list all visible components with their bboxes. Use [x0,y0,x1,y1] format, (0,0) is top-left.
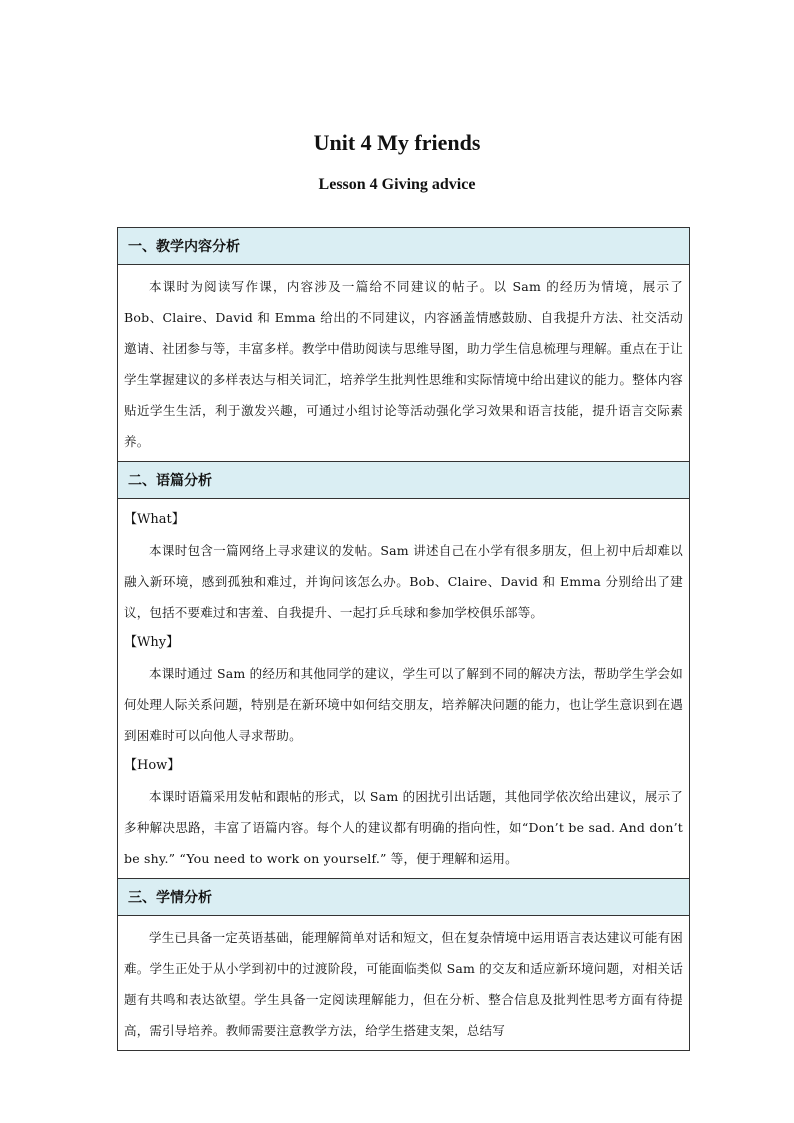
how-tag: 【How】 [124,758,181,773]
page-subtitle: Lesson 4 Giving advice [318,176,476,193]
page-title: Unit 4 My friends [313,130,481,155]
what-paragraph: 本课时包含一篇网络上寻求建议的发帖。Sam 讲述自己在小学有很多朋友，但上初中后却难以融入新环境，感到孤独和难过，并询问该怎么办。Bob、Claire、David 和 Emma 分别给出了建议，包括不要难过和害羞、自我提升、一起打乒乓球和参加学校俱乐部等。 [124,543,683,620]
content-analysis-paragraph: 本课时为阅读写作课，内容涉及一篇给不同建议的帖子。以 Sam 的经历为情境，展示了 Bob、Claire、David 和 Emma 给出的不同建议，内容涵盖情感鼓励、自我提升方法、社交活动邀请、社团参与等，丰富多样。教学中借助阅读与思维导图，助力学生信息梳理与理解。重点在于让学生掌握建议的多样表达与相关词汇，培养学生批判性思维和实际情境中给出建议的能力。整体内容贴近学生生活，利于激发兴趣，可通过小组讨论等活动强化学习效果和语言技能，提升语言交际素养。 [124,279,683,449]
section-heading-content-analysis: 一、教学内容分析 [118,228,690,265]
why-paragraph: 本课时通过 Sam 的经历和其他同学的建议，学生可以了解到不同的解决方法，帮助学生学会如何处理人际关系问题，特别是在新环境中如何结交朋友，培养解决问题的能力，也让学生意识到在遇到困难时可以向他人寻求帮助。 [124,666,683,743]
section-heading-text-analysis: 二、语篇分析 [118,462,690,499]
what-tag: 【What】 [124,512,185,527]
how-paragraph: 本课时语篇采用发帖和跟帖的形式，以 Sam 的困扰引出话题，其他同学依次给出建议，展示了多种解决思路，丰富了语篇内容。每个人的建议都有明确的指向性，如“Don’t be sad. And don’t be shy.” “You need to work on yourself.” 等，便于理解和运用。 [124,789,683,866]
lesson-plan-table [117,227,690,1051]
section-body-learner-analysis [118,916,690,1051]
section-body-content-analysis [118,265,690,462]
learner-analysis-paragraph: 学生已具备一定英语基础，能理解简单对话和短文，但在复杂情境中运用语言表达建议可能有困难。学生正处于从小学到初中的过渡阶段，可能面临类似 Sam 的交友和适应新环境问题，对相关话题有共鸣和表达欲望。学生具备一定阅读理解能力，但在分析、整合信息及批判性思考方面有待提高，需引导培养。教师需要注意教学方法，给学生搭建支架，总结写 [124,930,683,1038]
why-tag: 【Why】 [124,635,180,650]
section-heading-learner-analysis: 三、学情分析 [118,879,690,916]
section-body-text-analysis [118,499,690,879]
